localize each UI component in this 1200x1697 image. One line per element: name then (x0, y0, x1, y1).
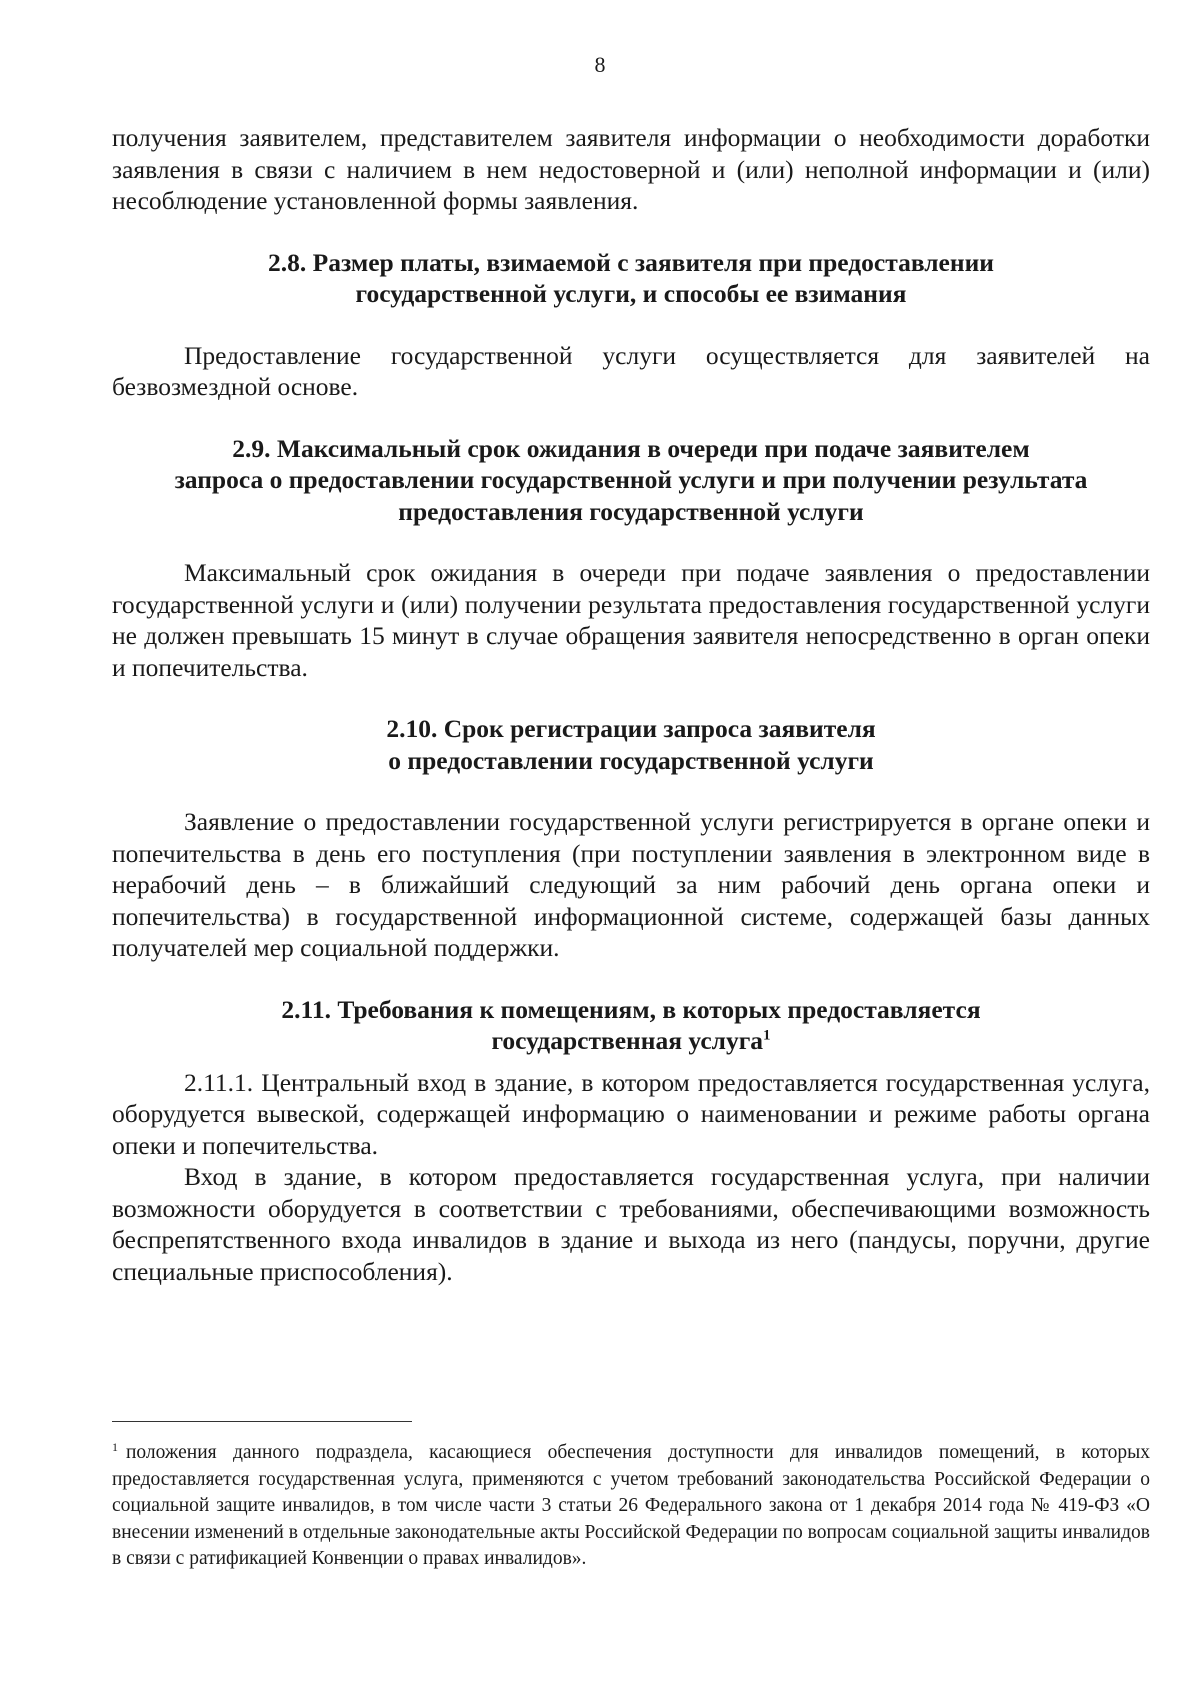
intro-paragraph: получения заявителем, представителем заявителя информации о необходимости доработки заявления в связи с наличием в нем недостоверной и (или) неполной информации и (или) несоблюдение установленной формы заявления. (112, 123, 1150, 215)
footnote-reference[interactable]: 1 (763, 1027, 771, 1044)
page-number: 8 (594, 52, 606, 77)
section-2-8-heading-line2: государственной услуги, и способы ее взимания (355, 279, 907, 308)
section-2-9 (112, 433, 1150, 684)
section-2-10-heading-line2: о предоставлении государственной услуги (388, 745, 874, 775)
section-2-10-heading-line1: 2.10. Срок регистрации запроса заявителя (386, 714, 876, 743)
section-2-11-heading-line1: 2.11. Требования к помещениям, в которых предоставляется (281, 994, 981, 1024)
section-2-11-heading-line2-wrapper (112, 1025, 1150, 1057)
section-2-8-heading-line1: 2.8. Размер платы, взимаемой с заявителя при предоставлении (268, 247, 994, 277)
footnote-divider (112, 1421, 412, 1422)
section-2-11-paragraph-2: Вход в здание, в котором предоставляется государственная услуга, при наличии возможности оборудуется в соответствии с требованиями, обеспечивающими возможность беспрепятственного входа инвалидов в здание и выхода из него (пандусы, поручни, другие специальные приспособления). (112, 1162, 1150, 1286)
section-2-9-heading-line2: запроса о предоставлении государственной услуги и при получении результата (174, 465, 1088, 494)
footnote-text: положения данного подраздела, касающиеся обеспечения доступности для инвалидов помещений, в которых предоставляется государственная услуга, применяются с учетом требований законодательства Российской Федерации о социальной защите инвалидов, в том числе части 3 статьи 26 Федерального закона от 1 декабря 2014 года № 419-ФЗ «О внесении изменений в отдельные законодательные акты Российской Федерации по вопросам социальной защиты инвалидов в связи с ратификацией Конвенции о правах инвалидов». (112, 1442, 1150, 1569)
section-2-8 (112, 247, 1150, 403)
section-2-11 (112, 994, 1150, 1288)
section-2-11-paragraph-1: 2.11.1. Центральный вход в здание, в котором предоставляется государственная услуга, оборудуется вывеской, содержащей информацию о наименовании и режиме работы органа опеки и попечительства. (112, 1067, 1150, 1160)
section-2-10-paragraph: Заявление о предоставлении государственной услуги регистрируется в органе опеки и попечительства в день его поступления (при поступлении заявления в электронном виде в нерабочий день – в ближайший следующий за ним рабочий день органа опеки и попечительства) в государственной информационной системе, содержащей базы данных получателей мер социальной поддержки. (112, 807, 1150, 962)
section-2-8-paragraph: Предоставление государственной услуги осуществляется для заявителей на безвозмездной основе. (112, 340, 1150, 401)
section-2-9-paragraph: Максимальный срок ожидания в очереди при подаче заявления о предоставлении государственной услуги и (или) получении результата предоставления государственной услуги не должен превышать 15 минут в случае обращения заявителя непосредственно в орган опеки и попечительства. (112, 558, 1150, 682)
footnote-mark: 1 (112, 1439, 118, 1454)
section-2-10 (112, 713, 1150, 964)
section-2-9-heading-line1: 2.9. Максимальный срок ожидания в очереди при подаче заявителем (232, 433, 1030, 463)
section-2-9-heading-line3: предоставления государственной услуги (398, 496, 864, 526)
section-2-11-heading-line2: государственная услуга (491, 1026, 764, 1055)
document-body (112, 122, 1150, 1287)
footnote (112, 1440, 1150, 1573)
